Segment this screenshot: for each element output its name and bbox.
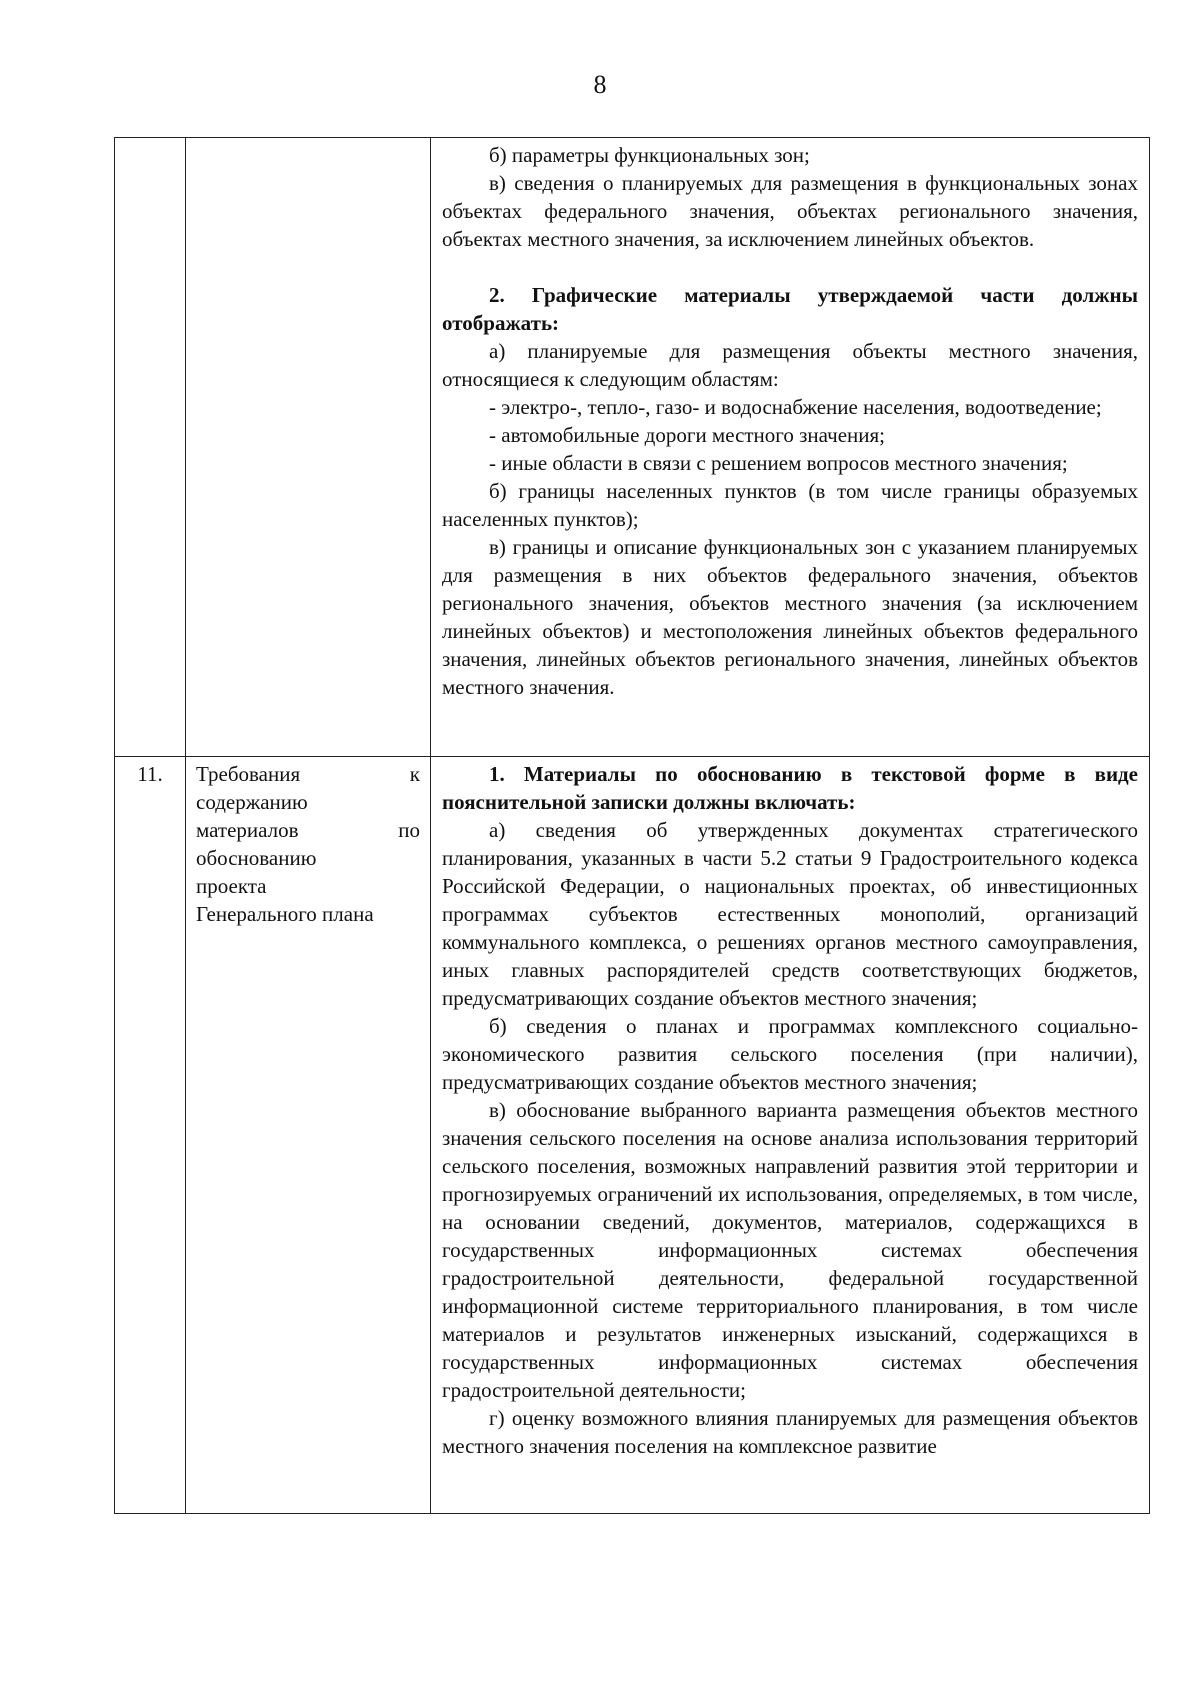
requirement-name-line: содержанию <box>196 790 308 814</box>
paragraph: б) границы населенных пунктов (в том числе границы образуемых населенных пунктов); <box>442 479 1138 531</box>
requirement-name-line: материалов по <box>196 818 420 842</box>
row-number: 11. <box>137 762 163 786</box>
page-number: 8 <box>593 70 607 99</box>
paragraph: - электро-, тепло-, газо- и водоснабжение населения, водоотведение; <box>489 395 1102 419</box>
paragraph: - иные области в связи с решением вопросов местного значения; <box>489 451 1068 475</box>
requirement-name-line: Генерального плана <box>196 902 374 926</box>
paragraph: в) сведения о планируемых для размещения в функциональных зонах объектах федерального значения, объектах регионального значения, объектах местного значения, за исключением линейных объектов. <box>442 171 1138 251</box>
table-row <box>115 757 1150 1514</box>
paragraph: в) границы и описание функциональных зон с указанием планируемых для размещения в них объектов федерального значения, объектов регионального значения, объектов местного значения (за исключением линейных объектов) и местоположения линейных объектов федерального значения, линейных объектов регионального значения, линейных объектов местного значения. <box>442 535 1138 699</box>
paragraph: г) оценку возможного влияния планируемых для размещения объектов местного значения поселения на комплексное развитие <box>442 1406 1138 1458</box>
paragraph: - автомобильные дороги местного значения; <box>489 423 886 447</box>
section-heading: 1. Материалы по обоснованию в текстовой форме в виде пояснительной записки должны включать: <box>442 762 1138 814</box>
table-row <box>115 138 1150 757</box>
row-number-cell <box>115 757 186 1514</box>
requirement-name-cell <box>186 757 431 1514</box>
requirement-text-cell <box>431 138 1150 757</box>
requirement-name-cell <box>186 138 431 757</box>
requirement-name <box>186 138 430 141</box>
requirement-text <box>431 757 1149 1462</box>
paragraph: а) сведения об утвержденных документах стратегического планирования, указанных в части 5.2 статьи 9 Градостроительного кодекса Российской Федерации, о национальных проектах, об инвестиционных программах субъектов естественных монополий, организаций коммунального комплекса, о решениях органов местного самоуправления, иных главных распорядителей средств соответствующих бюджетов, предусматривающих создание объектов местного значения; <box>442 818 1138 1010</box>
requirement-text <box>431 138 1149 703</box>
requirement-name-line: проекта <box>196 874 267 898</box>
row-number-cell <box>115 138 186 757</box>
paragraph: б) параметры функциональных зон; <box>489 143 810 167</box>
requirements-table <box>114 137 1150 1514</box>
section-heading: 2. Графические материалы утверждаемой части должны отображать: <box>442 283 1138 335</box>
requirement-name <box>186 757 430 928</box>
requirement-name-line: Требования к <box>196 762 420 786</box>
row-number <box>115 138 185 141</box>
paragraph: б) сведения о планах и программах комплексного социально-экономического развития сельского поселения (при наличии), предусматривающих создание объектов местного значения; <box>442 1014 1138 1094</box>
requirement-name-line: обоснованию <box>196 846 317 870</box>
paragraph: в) обоснование выбранного варианта размещения объектов местного значения сельского поселения на основе анализа использования территорий сельского поселения, возможных направлений развития этой территории и прогнозируемых ограничений их использования, определяемых, в том числе, на основании сведений, документов, материалов, содержащихся в государственных информационных системах обеспечения градостроительной деятельности, федеральной государственной информационной системе территориального планирования, в том числе материалов и результатов инженерных изысканий, содержащихся в государственных информационных системах обеспечения градостроительной деятельности; <box>442 1098 1138 1402</box>
requirement-text-cell <box>431 757 1150 1514</box>
paragraph: а) планируемые для размещения объекты местного значения, относящиеся к следующим областям: <box>442 339 1138 391</box>
